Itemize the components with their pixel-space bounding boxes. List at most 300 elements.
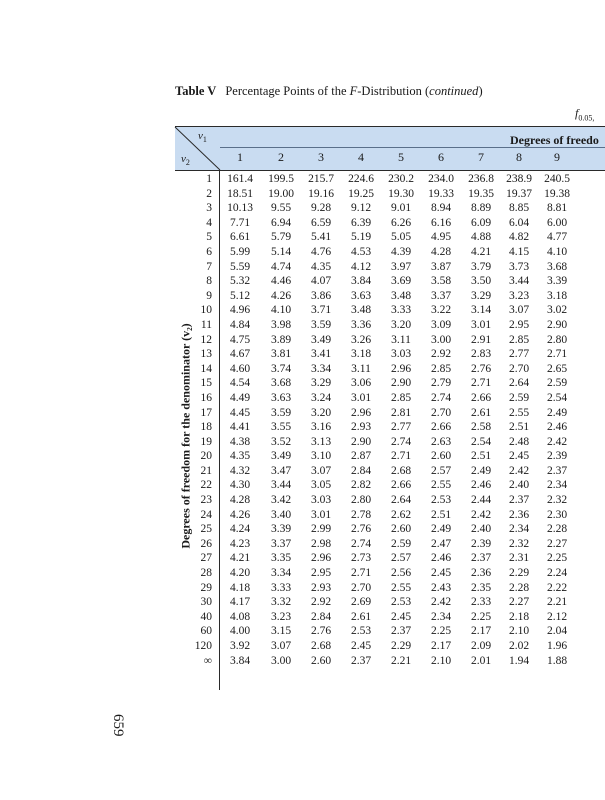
table-cell: 3.32: [270, 596, 292, 609]
table-row: [175, 347, 590, 362]
table-cell: 3.48: [390, 289, 412, 302]
table-cell: 3.20: [390, 318, 412, 331]
table-cell: 2.81: [390, 406, 412, 419]
row-df-label: 30: [200, 596, 212, 609]
table-cell: 2.90: [546, 318, 568, 331]
table-cell: 3.63: [270, 391, 292, 404]
table-cell: 4.49: [229, 391, 251, 404]
page-number: 659: [110, 714, 126, 737]
row-df-label: 11: [200, 318, 212, 331]
table-cell: 2.79: [430, 377, 452, 390]
table-cell: 2.76: [310, 625, 332, 638]
table-cell: 2.82: [350, 479, 372, 492]
table-cell: 2.95: [310, 567, 332, 580]
table-cell: 6.61: [229, 231, 251, 244]
table-cell: 6.00: [546, 216, 568, 229]
table-cell: 2.54: [470, 435, 492, 448]
f-notation: [575, 106, 594, 122]
table-cell: 2.70: [508, 362, 530, 375]
table-cell: 3.05: [310, 479, 332, 492]
table-cell: 9.28: [310, 202, 332, 215]
table-cell: 4.82: [508, 231, 530, 244]
table-cell: 2.51: [508, 421, 530, 434]
table-cell: 2.37: [546, 464, 568, 477]
table-cell: 19.37: [506, 187, 532, 200]
table-cell: 3.59: [310, 318, 332, 331]
table-cell: 3.16: [310, 421, 332, 434]
table-cell: 3.26: [350, 333, 372, 346]
table-cell: 8.85: [508, 202, 530, 215]
table-row: [175, 464, 590, 479]
table-cell: 3.59: [270, 406, 292, 419]
row-df-label: 28: [200, 567, 212, 580]
row-df-label: 8: [206, 275, 212, 288]
table-cell: 2.29: [390, 640, 412, 652]
table-cell: 4.10: [546, 245, 568, 258]
v2-letter: v: [181, 153, 186, 165]
table-cell: 2.45: [430, 567, 452, 580]
table-cell: 3.23: [508, 289, 530, 302]
table-cell: 9.01: [390, 202, 412, 215]
table-cell: 2.68: [390, 464, 412, 477]
table-cell: 3.44: [270, 479, 292, 492]
table-cell: 215.7: [308, 173, 334, 185]
table-cell: 1.96: [546, 640, 568, 652]
table-cell: 3.18: [546, 289, 568, 302]
table-cell: 4.24: [229, 523, 251, 536]
table-cell: 2.31: [508, 552, 530, 565]
table-cell: 2.55: [508, 406, 530, 419]
table-cell: 2.66: [470, 391, 492, 404]
table-cell: 2.46: [470, 479, 492, 492]
table-cell: 4.35: [229, 450, 251, 463]
table-cell: 2.36: [508, 508, 530, 521]
table-cell: 3.11: [391, 333, 411, 346]
table-cell: 4.38: [229, 435, 251, 448]
table-cell: 2.66: [390, 479, 412, 492]
table-cell: 6.04: [508, 216, 530, 229]
column-header: 1: [237, 150, 243, 164]
table-cell: 2.64: [508, 377, 530, 390]
table-cell: 2.59: [390, 537, 412, 550]
table-row: [175, 610, 590, 625]
table-cell: 2.58: [470, 421, 492, 434]
table-cell: 2.42: [546, 435, 568, 448]
table-cell: 2.53: [390, 596, 412, 609]
row-df-label: 21: [200, 464, 212, 477]
table-cell: 7.71: [229, 216, 251, 229]
table-cell: 2.96: [350, 406, 372, 419]
denominator-axis-label: Degrees of freedom for the denominator (v₂): [178, 323, 193, 549]
table-cell: 3.49: [270, 450, 292, 463]
table-cell: 3.41: [310, 348, 332, 361]
table-cell: 2.96: [390, 362, 412, 375]
table-cell: 236.8: [468, 173, 494, 185]
table-cell: 19.35: [468, 187, 494, 200]
row-df-label: 19: [200, 435, 212, 448]
table-cell: 3.71: [310, 304, 332, 317]
table-cell: 2.77: [508, 348, 530, 361]
table-cell: 2.87: [350, 450, 372, 463]
table-cell: 2.42: [470, 508, 492, 521]
table-cell: 2.25: [546, 552, 568, 565]
table-cell: 2.73: [350, 552, 372, 565]
table-cell: 2.85: [508, 333, 530, 346]
column-header: 4: [358, 150, 364, 164]
table-row: [175, 581, 590, 596]
table-cell: 18.51: [227, 187, 253, 200]
table-cell: 2.77: [390, 421, 412, 434]
table-cell: 161.4: [227, 173, 253, 185]
table-row: [175, 362, 590, 377]
table-row: [175, 639, 590, 654]
table-cell: 2.34: [508, 523, 530, 536]
table-cell: 2.42: [508, 464, 530, 477]
table-cell: 19.25: [348, 187, 374, 200]
table-cell: 3.58: [430, 275, 452, 288]
table-cell: 2.92: [310, 596, 332, 609]
table-cell: 3.39: [270, 523, 292, 536]
table-cell: 3.07: [270, 640, 292, 652]
table-cell: 3.23: [270, 610, 292, 623]
table-cell: 2.63: [430, 435, 452, 448]
table-cell: 3.81: [270, 348, 292, 361]
table-cell: 3.15: [270, 625, 292, 638]
table-cell: 2.45: [390, 610, 412, 623]
row-df-label: 27: [200, 552, 212, 565]
table-number: Table V: [175, 84, 217, 98]
row-df-label: 40: [200, 610, 212, 623]
row-df-label: 6: [206, 245, 212, 258]
table-cell: 19.00: [268, 187, 294, 200]
table-cell: 2.45: [508, 450, 530, 463]
table-cell: 2.22: [546, 581, 568, 594]
table-row: [175, 566, 590, 581]
table-cell: 5.32: [229, 275, 251, 288]
table-cell: 2.59: [546, 377, 568, 390]
table-cell: 2.78: [350, 508, 372, 521]
table-cell: 2.01: [470, 654, 492, 667]
table-cell: 4.41: [229, 421, 251, 434]
table-cell: 3.07: [508, 304, 530, 317]
table-cell: 6.39: [350, 216, 372, 229]
table-cell: 2.62: [390, 508, 412, 521]
table-cell: 4.30: [229, 479, 251, 492]
table-cell: 2.25: [430, 625, 452, 638]
table-cell: 4.15: [508, 245, 530, 258]
table-cell: 2.37: [390, 625, 412, 638]
table-cell: 2.32: [508, 537, 530, 550]
table-cell: 5.05: [390, 231, 412, 244]
title-text-mid: -Distribution (: [357, 84, 430, 98]
table-cell: 5.41: [310, 231, 332, 244]
row-df-label: 9: [206, 289, 212, 302]
table-cell: 3.29: [470, 289, 492, 302]
table-cell: 2.70: [350, 581, 372, 594]
table-cell: 4.10: [270, 304, 292, 317]
table-cell: 3.01: [350, 391, 372, 404]
table-cell: 2.27: [546, 537, 568, 550]
table-cell: 5.79: [270, 231, 292, 244]
table-cell: 2.49: [470, 464, 492, 477]
table-cell: 5.19: [350, 231, 372, 244]
table-cell: 3.37: [430, 289, 452, 302]
table-cell: 2.71: [470, 377, 492, 390]
table-row: [175, 551, 590, 566]
table-cell: 238.9: [506, 173, 532, 185]
table-cell: 4.18: [229, 581, 251, 594]
table-row: [175, 478, 590, 493]
table-row: [175, 289, 590, 304]
table-cell: 4.28: [430, 245, 452, 258]
table-cell: 2.12: [546, 610, 568, 623]
table-cell: 199.5: [268, 173, 294, 185]
table-cell: 3.34: [310, 362, 332, 375]
row-df-label: 2: [206, 187, 212, 200]
table-cell: 3.52: [270, 435, 292, 448]
table-cell: 3.44: [508, 275, 530, 288]
table-cell: 2.36: [470, 567, 492, 580]
table-cell: 2.33: [470, 596, 492, 609]
table-cell: 2.90: [350, 435, 372, 448]
table-cell: 240.5: [544, 173, 570, 185]
table-cell: 3.37: [270, 537, 292, 550]
table-row: [175, 406, 590, 421]
table-cell: 9.55: [270, 202, 292, 215]
table-cell: 2.49: [430, 523, 452, 536]
table-cell: 2.61: [350, 610, 372, 623]
table-cell: 2.57: [390, 552, 412, 565]
table-cell: 2.80: [350, 494, 372, 507]
table-cell: 2.80: [546, 333, 568, 346]
table-cell: 2.60: [310, 654, 332, 667]
table-cell: 2.40: [470, 523, 492, 536]
table-cell: 3.92: [229, 640, 251, 652]
table-cell: 2.21: [390, 654, 412, 667]
table-cell: 2.90: [390, 377, 412, 390]
row-df-label: 18: [200, 421, 212, 434]
table-row: [175, 493, 590, 508]
table-cell: 5.14: [270, 245, 292, 258]
table-cell: 3.79: [470, 260, 492, 273]
table-cell: 4.12: [350, 260, 372, 273]
column-header: 7: [478, 150, 484, 164]
table-cell: 2.69: [350, 596, 372, 609]
table-cell: 3.13: [310, 435, 332, 448]
table-cell: 3.10: [310, 450, 332, 463]
table-cell: 4.45: [229, 406, 251, 419]
table-cell: 2.55: [390, 581, 412, 594]
table-cell: 4.46: [270, 275, 292, 288]
table-cell: 2.66: [430, 421, 452, 434]
table-cell: 2.61: [470, 406, 492, 419]
row-df-label: 3: [206, 202, 212, 215]
table-row: [175, 508, 590, 523]
table-cell: 2.65: [546, 362, 568, 375]
table-cell: 4.75: [229, 333, 251, 346]
table-cell: 19.38: [544, 187, 570, 200]
table-cell: 3.01: [310, 508, 332, 521]
table-cell: 2.53: [430, 494, 452, 507]
table-cell: 10.13: [227, 202, 253, 215]
table-cell: 2.21: [546, 596, 568, 609]
table-cell: 3.69: [390, 275, 412, 288]
table-cell: 2.28: [508, 581, 530, 594]
table-cell: 2.83: [470, 348, 492, 361]
table-cell: 2.48: [508, 435, 530, 448]
table-cell: 3.11: [351, 362, 371, 375]
table-cell: 2.17: [430, 640, 452, 652]
table-cell: 2.60: [430, 450, 452, 463]
v1-letter: v: [198, 130, 203, 142]
table-cell: 1.94: [508, 654, 530, 667]
table-cell: 6.09: [470, 216, 492, 229]
table-cell: 3.39: [546, 275, 568, 288]
table-cell: 3.33: [270, 581, 292, 594]
table-cell: 3.07: [310, 464, 332, 477]
table-cell: 2.59: [508, 391, 530, 404]
table-cell: 2.46: [546, 421, 568, 434]
f-subscript: 0.05,: [578, 113, 595, 123]
table-cell: 2.71: [546, 348, 568, 361]
table-cell: 3.89: [270, 333, 292, 346]
row-df-label: 16: [200, 391, 212, 404]
table-cell: 3.97: [390, 260, 412, 273]
table-cell: 3.40: [270, 508, 292, 521]
table-cell: 234.0: [428, 173, 454, 185]
table-cell: 2.85: [390, 391, 412, 404]
table-cell: 2.43: [430, 581, 452, 594]
table-cell: 4.54: [229, 377, 251, 390]
table-cell: 2.24: [546, 567, 568, 580]
table-cell: 19.33: [428, 187, 454, 200]
table-cell: 4.60: [229, 362, 251, 375]
table-cell: 2.17: [470, 625, 492, 638]
row-df-label: 17: [200, 406, 212, 419]
table-cell: 2.68: [310, 640, 332, 652]
table-cell: 3.24: [310, 391, 332, 404]
column-header: 9: [554, 150, 560, 164]
table-cell: 4.28: [229, 494, 251, 507]
table-row: [175, 216, 590, 231]
table-row: [175, 595, 590, 610]
table-cell: 2.37: [470, 552, 492, 565]
table-cell: 5.12: [229, 289, 251, 302]
table-cell: 3.50: [470, 275, 492, 288]
table-row: [175, 420, 590, 435]
table-cell: 3.63: [350, 289, 372, 302]
table-cell: 3.55: [270, 421, 292, 434]
column-header: 5: [398, 150, 404, 164]
row-df-label: 5: [206, 231, 212, 244]
table-cell: 2.51: [470, 450, 492, 463]
table-cell: 4.77: [546, 231, 568, 244]
table-cell: 3.03: [310, 494, 332, 507]
table-cell: 2.47: [430, 537, 452, 550]
table-cell: 2.34: [430, 610, 452, 623]
table-cell: 2.35: [470, 581, 492, 594]
table-cell: 3.68: [270, 377, 292, 390]
table-cell: 6.59: [310, 216, 332, 229]
row-df-label: 12: [200, 333, 212, 346]
table-cell: 3.87: [430, 260, 452, 273]
row-df-label: 120: [194, 640, 212, 652]
row-df-label: 26: [200, 537, 212, 550]
table-cell: 230.2: [388, 173, 414, 185]
table-cell: 19.30: [388, 187, 414, 200]
table-row: [175, 172, 590, 187]
row-df-label: 4: [206, 216, 212, 229]
table-cell: 4.88: [470, 231, 492, 244]
table-cell: 2.02: [508, 640, 530, 652]
table-cell: 2.25: [470, 610, 492, 623]
table-cell: 2.93: [350, 421, 372, 434]
table-cell: 4.26: [270, 289, 292, 302]
table-cell: 2.95: [508, 318, 530, 331]
table-cell: 2.37: [350, 654, 372, 667]
table-cell: 2.85: [430, 362, 452, 375]
table-cell: 3.36: [350, 318, 372, 331]
title-text-start: Percentage Points of the: [225, 84, 350, 98]
table-cell: 2.99: [310, 523, 332, 536]
table-cell: 4.21: [470, 245, 492, 258]
table-cell: 8.81: [546, 202, 568, 215]
table-cell: 4.96: [229, 304, 251, 317]
table-cell: 2.74: [390, 435, 412, 448]
table-row: [175, 187, 590, 202]
table-cell: 2.32: [546, 494, 568, 507]
table-cell: 4.67: [229, 348, 251, 361]
table-cell: 2.18: [508, 610, 530, 623]
table-cell: 4.84: [229, 318, 251, 331]
table-cell: 3.74: [270, 362, 292, 375]
row-df-label: ∞: [203, 654, 212, 667]
table-cell: 2.76: [350, 523, 372, 536]
v1-subscript: 1: [202, 135, 207, 145]
table-row: [175, 274, 590, 289]
table-cell: 2.98: [310, 537, 332, 550]
table-cell: 2.54: [546, 391, 568, 404]
table-cell: 2.84: [350, 464, 372, 477]
table-cell: 2.60: [390, 523, 412, 536]
table-cell: 2.30: [546, 508, 568, 521]
table-cell: 2.64: [390, 494, 412, 507]
table-row: [175, 391, 590, 406]
table-cell: 3.06: [350, 377, 372, 390]
table-cell: 2.45: [350, 640, 372, 652]
table-cell: 3.34: [270, 567, 292, 580]
table-cell: 8.94: [430, 202, 452, 215]
column-header: 2: [278, 150, 284, 164]
table-cell: 4.08: [229, 610, 251, 623]
table-cell: 2.76: [470, 362, 492, 375]
table-cell: 2.09: [470, 640, 492, 652]
table-cell: 3.20: [310, 406, 332, 419]
table-cell: 2.53: [350, 625, 372, 638]
table-cell: 3.18: [350, 348, 372, 361]
v2-subscript: 2: [185, 158, 190, 168]
table-cell: 3.73: [508, 260, 530, 273]
table-cell: 3.86: [310, 289, 332, 302]
table-cell: 2.84: [310, 610, 332, 623]
table-cell: 2.71: [390, 450, 412, 463]
table-cell: 2.29: [508, 567, 530, 580]
table-cell: 3.35: [270, 552, 292, 565]
table-cell: 9.12: [350, 202, 372, 215]
table-cell: 3.42: [270, 494, 292, 507]
table-cell: 3.84: [350, 275, 372, 288]
table-cell: 3.00: [270, 654, 292, 667]
